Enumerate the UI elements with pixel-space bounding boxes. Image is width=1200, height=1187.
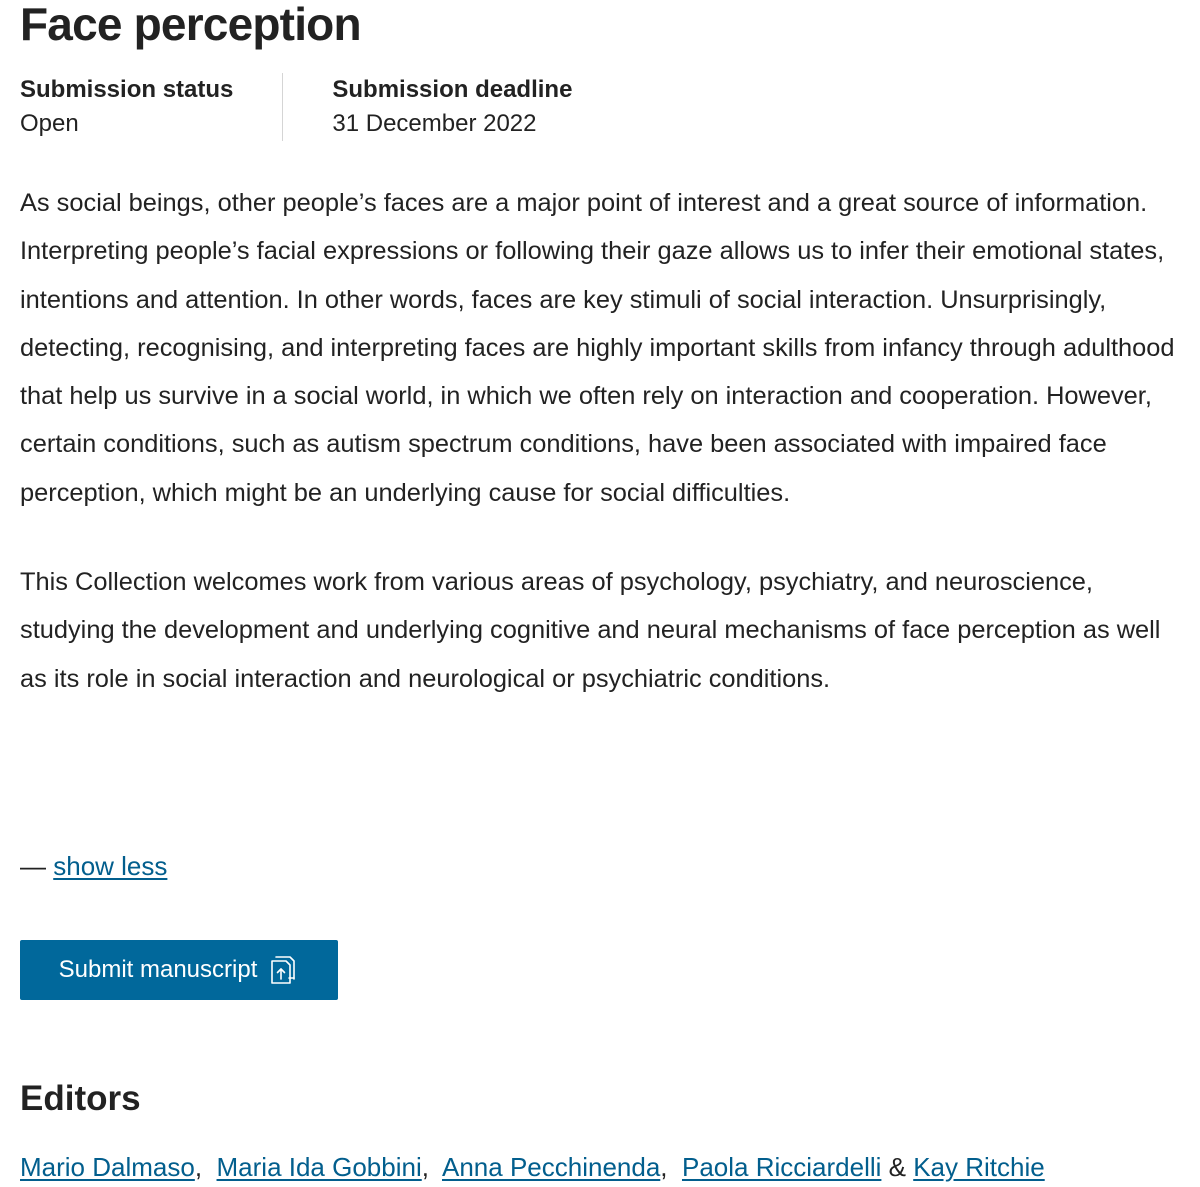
description-paragraph: This Collection welcomes work from various areas of psychology, psychiatry, and neuroscience, studying the development and underlying cognitive and neural mechanisms of face perception as well as its role in social interaction and neurological or psychiatric conditions.: [20, 568, 1161, 693]
toggle-dash: —: [20, 851, 46, 881]
editor-link[interactable]: Maria Ida Gobbini: [216, 1152, 422, 1182]
page-title: Face perception: [20, 0, 361, 50]
editor-ampersand: &: [888, 1152, 906, 1182]
submission-deadline-label: Submission deadline: [332, 76, 573, 103]
editor-separator: ,: [194, 1152, 203, 1182]
submit-manuscript-button[interactable]: [20, 940, 338, 1000]
description-paragraph: As social beings, other people’s faces are a major point of interest and a great source of information. Interpreting people’s facial expressions or following their gaze allows us to infer their emotional states, intentions and attention. In other words, faces are key stimuli of social interaction. Unsurprisingly, detecting, recognising, and interpreting faces are highly important skills from infancy through adulthood that help us survive in a social world, in which we often rely on interaction and cooperation. However, certain conditions, such as autism spectrum conditions, have been associated with impaired face perception, which might be an underlying cause for social difficulties.: [20, 189, 1175, 507]
editor-link[interactable]: Kay Ritchie: [913, 1152, 1045, 1182]
editor-link[interactable]: Anna Pecchinenda: [442, 1152, 661, 1182]
submission-status: [20, 73, 283, 141]
editors-heading: Editors: [20, 1079, 141, 1118]
external-submit-icon: [269, 954, 299, 986]
editor-separator: ,: [660, 1152, 668, 1182]
submission-meta: [20, 73, 572, 141]
submission-deadline-value: 31 December 2022: [332, 110, 537, 137]
editor-link[interactable]: Paola Ricciardelli: [681, 1152, 882, 1182]
submission-deadline: [283, 73, 572, 141]
show-less-toggle: [20, 846, 167, 886]
editors-list: [20, 1147, 1045, 1187]
collection-description: [20, 179, 1180, 703]
submit-manuscript-label: Submit manuscript: [58, 956, 258, 983]
editor-separator: ,: [421, 1152, 429, 1182]
show-less-link[interactable]: show less: [53, 851, 168, 881]
submission-status-label: Submission status: [20, 76, 234, 103]
submission-status-value: Open: [20, 110, 79, 137]
editor-link[interactable]: Mario Dalmaso: [20, 1152, 195, 1182]
